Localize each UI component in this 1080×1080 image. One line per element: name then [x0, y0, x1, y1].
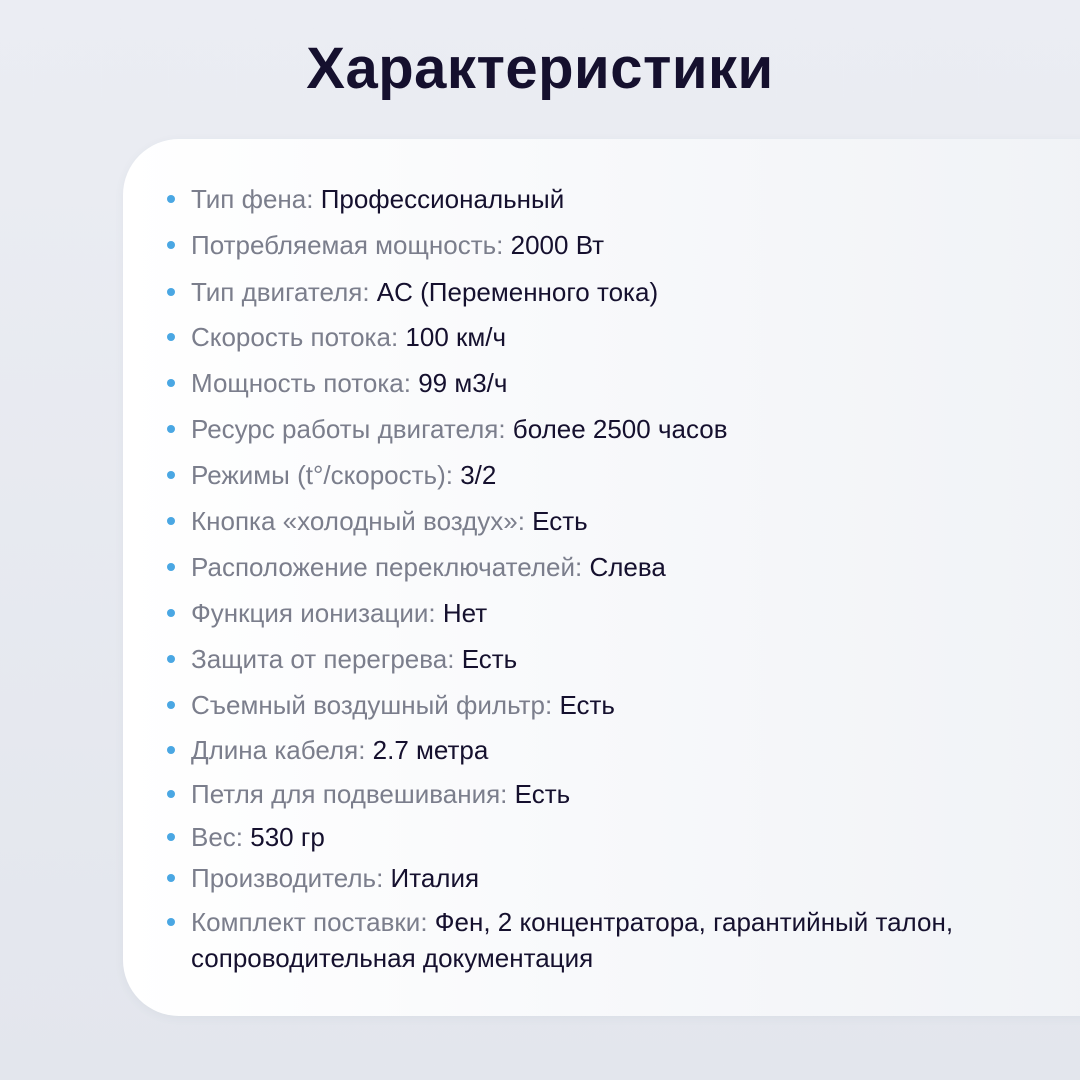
spec-item-hanging-loop — [191, 776, 1011, 812]
spec-value: Есть — [514, 779, 571, 809]
spec-item-dryer-type — [191, 181, 1011, 217]
spec-label: Кнопка «холодный воздух»: — [191, 506, 533, 536]
bullet-icon — [167, 701, 175, 709]
spec-value: 99 м3/ч — [418, 368, 508, 398]
spec-item-power — [191, 227, 1011, 263]
spec-item-airflow-power — [191, 365, 1011, 401]
spec-item-modes — [191, 457, 1011, 493]
spec-item-cable-length — [191, 732, 1011, 768]
spec-label: Длина кабеля: — [191, 735, 373, 765]
bullet-icon — [167, 918, 175, 926]
spec-value: Нет — [442, 598, 488, 628]
bullet-icon — [167, 655, 175, 663]
spec-item-air-filter — [191, 687, 1011, 723]
spec-value: 2000 Вт — [510, 230, 605, 260]
spec-label: Тип двигателя: — [191, 277, 377, 307]
spec-label: Режимы (t°/скорость): — [191, 460, 461, 490]
spec-value: Есть — [532, 506, 588, 536]
spec-value: 100 км/ч — [405, 322, 507, 352]
bullet-icon — [167, 746, 175, 754]
spec-value: Профессиональный — [320, 184, 565, 214]
spec-value: Есть — [461, 644, 518, 674]
spec-label: Скорость потока: — [191, 322, 406, 352]
spec-card — [123, 139, 1080, 1016]
spec-label: Потребляемая мощность: — [191, 230, 511, 260]
spec-value: более 2500 часов — [512, 414, 728, 444]
spec-label: Вес: — [191, 822, 251, 852]
spec-label: Производитель: — [191, 863, 391, 893]
bullet-icon — [167, 425, 175, 433]
bullet-icon — [167, 241, 175, 249]
spec-label: Расположение переключателей: — [191, 552, 590, 582]
spec-item-cold-air-button — [191, 503, 1011, 539]
bullet-icon — [167, 517, 175, 525]
spec-item-weight — [191, 819, 1011, 855]
spec-label: Петля для подвешивания: — [191, 779, 515, 809]
spec-item-package-contents — [191, 904, 1011, 976]
spec-item-airflow-speed — [191, 319, 1011, 355]
bullet-icon — [167, 563, 175, 571]
bullet-icon — [167, 833, 175, 841]
spec-label: Функция ионизации: — [191, 598, 443, 628]
bullet-icon — [167, 471, 175, 479]
spec-item-motor-type — [191, 274, 1011, 310]
spec-label: Съемный воздушный фильтр: — [191, 690, 560, 720]
spec-value: 3/2 — [460, 460, 497, 490]
bullet-icon — [167, 790, 175, 798]
spec-label: Тип фена: — [191, 184, 321, 214]
spec-value: AC (Переменного тока) — [376, 277, 659, 307]
spec-value: 2.7 метра — [372, 735, 489, 765]
bullet-icon — [167, 288, 175, 296]
spec-label: Ресурс работы двигателя: — [191, 414, 513, 444]
spec-value: Есть — [559, 690, 615, 720]
spec-item-motor-lifetime — [191, 411, 1011, 447]
spec-value: Слева — [589, 552, 666, 582]
spec-label: Комплект поставки: — [191, 907, 435, 937]
spec-item-overheat-protection — [191, 641, 1011, 677]
spec-value: Италия — [390, 863, 480, 893]
bullet-icon — [167, 333, 175, 341]
bullet-icon — [167, 379, 175, 387]
spec-item-switch-location — [191, 549, 1011, 585]
spec-value: Фен, 2 концентратора, гарантийный талон, сопроводительная документация — [191, 907, 954, 973]
bullet-icon — [167, 195, 175, 203]
spec-label: Мощность потока: — [191, 368, 419, 398]
spec-item-manufacturer — [191, 860, 1011, 896]
spec-label: Защита от перегрева: — [191, 644, 462, 674]
spec-item-ionization — [191, 595, 1011, 631]
bullet-icon — [167, 874, 175, 882]
bullet-icon — [167, 609, 175, 617]
spec-value: 530 гр — [250, 822, 325, 852]
page-title: Характеристики — [306, 36, 774, 101]
